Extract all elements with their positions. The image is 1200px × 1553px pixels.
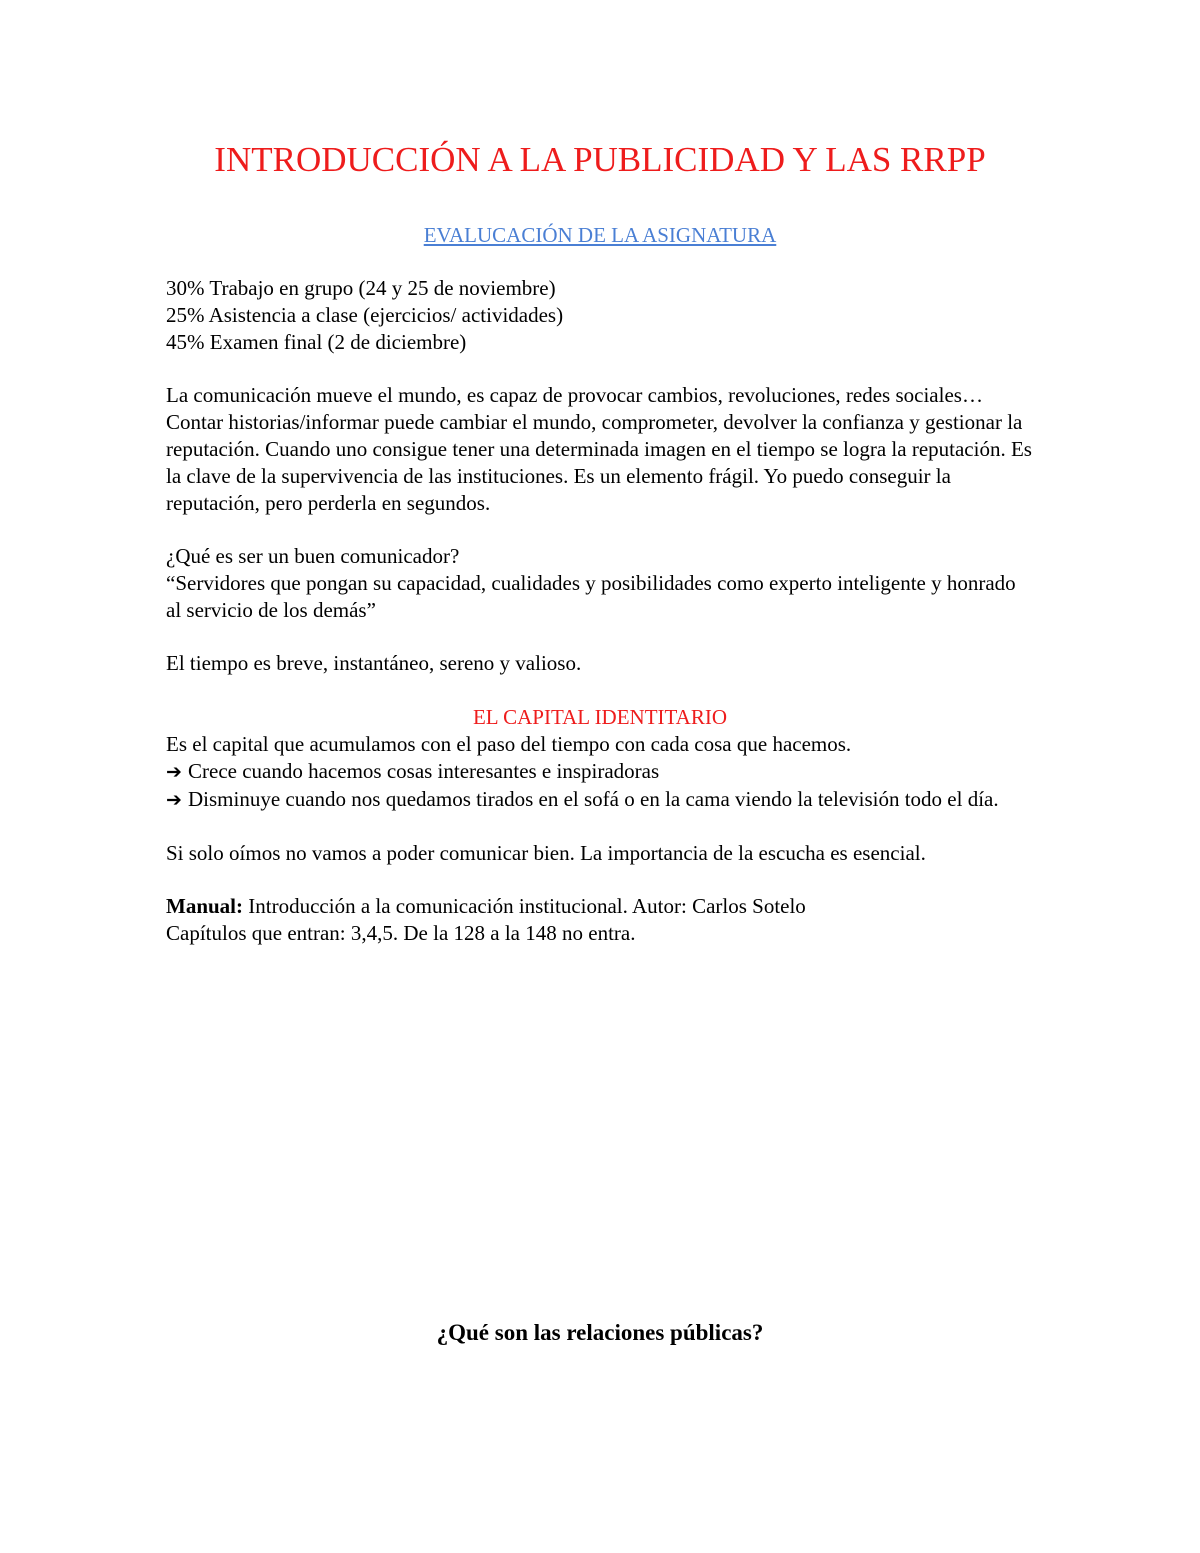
arrow-right-icon: ➔ — [166, 761, 182, 783]
evaluation-item: 30% Trabajo en grupo (24 y 25 de noviembre) — [166, 276, 556, 300]
manual-line — [166, 893, 1034, 920]
document-content — [166, 138, 1034, 947]
paragraph-quote: “Servidores que pongan su capacidad, cualidades y posibilidades como experto inteligente y honrado al servicio de los demás” — [166, 571, 1016, 622]
chapters-text: Capítulos que entran: 3,4,5. De la 128 a la 148 no entra. — [166, 921, 636, 945]
arrow-right-icon: ➔ — [166, 789, 182, 811]
bullet-item — [166, 758, 1034, 786]
bullet-item — [166, 786, 1034, 814]
paragraph-text: Es el capital que acumulamos con el paso del tiempo con cada cosa que hacemos. — [166, 732, 852, 756]
communicator-paragraph — [166, 543, 1034, 624]
document-title: INTRODUCCIÓN A LA PUBLICIDAD Y LAS RRPP — [214, 140, 986, 179]
paragraph-question: ¿Qué es ser un buen comunicador? — [166, 544, 460, 568]
paragraph-text: La comunicación mueve el mundo, es capaz de provocar cambios, revoluciones, redes sociales… — [166, 383, 983, 407]
evaluation-list — [166, 275, 1034, 356]
section-heading: EL CAPITAL IDENTITARIO — [472, 705, 728, 729]
bullet-text: Crece cuando hacemos cosas interesantes e inspiradoras — [188, 759, 660, 783]
listening-paragraph: Si solo oímos no vamos a poder comunicar bien. La importancia de la escucha es esencial. — [166, 841, 926, 865]
evaluation-item: 25% Asistencia a clase (ejercicios/ actividades) — [166, 303, 564, 327]
manual-paragraph — [166, 893, 1034, 947]
bullet-text: Disminuye cuando nos quedamos tirados en el sofá o en la cama viendo la televisión todo el día. — [188, 787, 999, 811]
final-question-heading: ¿Qué son las relaciones públicas? — [436, 1320, 764, 1345]
paragraph-text: Contar historias/informar puede cambiar el mundo, comprometer, devolver la confianza y gestionar la reputación. Cuando uno consigue tener una determinada imagen en el tiempo se logra la reputación. Es la clave de la supervivencia de las instituciones. Es un elemento frágil. Yo puedo conseguir la reputación, pero perderla en segundos. — [166, 410, 1032, 515]
capital-paragraph — [166, 731, 1034, 814]
time-paragraph: El tiempo es breve, instantáneo, sereno y valioso. — [166, 651, 582, 675]
evaluation-heading: EVALUCACIÓN DE LA ASIGNATURA — [423, 223, 777, 247]
communication-paragraph — [166, 382, 1034, 517]
manual-text: Introducción a la comunicación institucional. Autor: Carlos Sotelo — [243, 894, 806, 918]
evaluation-item: 45% Examen final (2 de diciembre) — [166, 330, 467, 354]
manual-label: Manual: — [166, 894, 244, 918]
